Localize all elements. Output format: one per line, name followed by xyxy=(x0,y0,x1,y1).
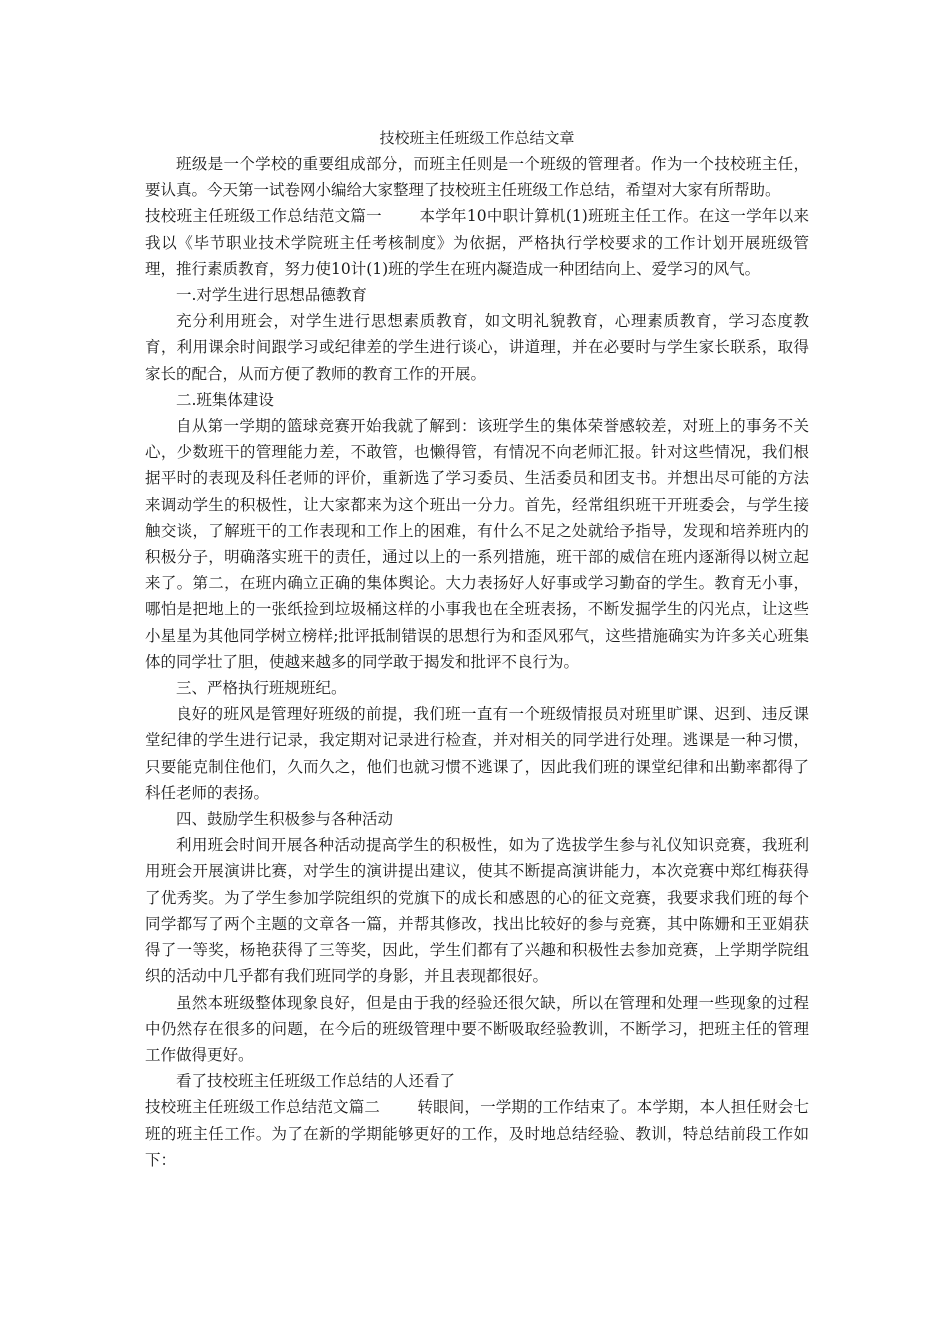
see-also-line: 看了技校班主任班级工作总结的人还看了 xyxy=(176,1072,456,1091)
article2-paragraph xyxy=(145,1094,809,1173)
section1-body: 充分利用班会，对学生进行思想素质教育，如文明礼貌教育，心理素质教育，学习态度教育，利用课余时间跟学习或纪律差的学生进行谈心，讲道理，并在必要时与学生家长联系，取得家长的配合，从而方便了教师的教育工作的开展。 xyxy=(145,312,809,383)
section4-heading: 四、鼓励学生积极参与各种活动 xyxy=(176,810,394,829)
article2-intro: 转眼间，一学期的工作结束了。本学期，本人担任财会七班的班主任工作。为了在新的学期能够更好的工作，及时地总结经验、教训，特总结前段工作如下： xyxy=(145,1098,809,1169)
section4-body: 利用班会时间开展各种活动提高学生的积极性，如为了选拔学生参与礼仪知识竞赛，我班利用班会开展演讲比赛，对学生的演讲提出建议，使其不断提高演讲能力，本次竞赛中郑红梅获得了优秀奖。为了学生参加学院组织的党旗下的成长和感恩的心的征文竞赛，我要求我们班的每个同学都写了两个主题的文章各一篇，并帮其修改，找出比较好的参与竞赛，其中陈姗和王亚娟获得了一等奖，杨艳获得了三等奖，因此，学生们都有了兴趣和积极性去参加竞赛，上学期学院组织的活动中几乎都有我们班同学的身影，并且表现都很好。 xyxy=(145,836,809,986)
article1-label: 技校班主任班级工作总结范文篇一 xyxy=(145,207,382,226)
intro-paragraph: 班级是一个学校的重要组成部分，而班主任则是一个班级的管理者。作为一个技校班主任，要认真。今天第一试卷网小编给大家整理了技校班主任班级工作总结，希望对大家有所帮助。 xyxy=(145,155,809,200)
section2-heading: 二.班集体建设 xyxy=(176,390,274,409)
section1-heading: 一.对学生进行思想品德教育 xyxy=(176,286,367,305)
section3-heading: 三、严格执行班规班纪。 xyxy=(176,679,347,698)
conclusion-paragraph: 虽然本班级整体现象良好，但是由于我的经验还很欠缺，所以在管理和处理一些现象的过程中仍然存在很多的问题，在今后的班级管理中要不断吸取经验教训，不断学习，把班主任的管理工作做得更好。 xyxy=(145,993,809,1064)
article2-label: 技校班主任班级工作总结范文篇二 xyxy=(145,1098,381,1117)
article1-intro: 本学年10中职计算机(1)班班主任工作。在这一学年以来我以《毕节职业技术学院班主任考核制度》为依据，严格执行学校要求的工作计划开展班级管理，推行素质教育，努力使10计(1)班的学生在班内凝造成一种团结向上、爱学习的风气。 xyxy=(145,207,809,278)
document-page xyxy=(145,125,809,1173)
article1-paragraph xyxy=(145,203,809,282)
section3-body: 良好的班风是管理好班级的前提，我们班一直有一个班级情报员对班里旷课、迟到、违反课堂纪律的学生进行记录，我定期对记录进行检查，并对相关的同学进行处理。逃课是一种习惯，只要能克制住他们，久而久之，他们也就习惯不逃课了，因此我们班的课堂纪律和出勤率都得了科任老师的表扬。 xyxy=(145,705,809,802)
page-title: 技校班主任班级工作总结文章 xyxy=(379,129,575,147)
section2-body: 自从第一学期的篮球竞赛开始我就了解到：该班学生的集体荣誉感较差，对班上的事务不关心，少数班干的管理能力差，不敢管，也懒得管，有情况不向老师汇报。针对这些情况，我们根据平时的表现及科任老师的评价，重新选了学习委员、生活委员和团支书。并想出尽可能的方法来调动学生的积极性，让大家都来为这个班出一分力。首先，经常组织班干开班委会，与学生接触交谈，了解班干的工作表现和工作上的困难，有什么不足之处就给予指导，发现和培养班内的积极分子，明确落实班干的责任，通过以上的一系列措施，班干部的威信在班内逐渐得以树立起来了。第二，在班内确立正确的集体舆论。大力表扬好人好事或学习勤奋的学生。教育无小事，哪怕是把地上的一张纸捡到垃圾桶这样的小事我也在全班表扬，不断发掘学生的闪光点，让这些小星星为其他同学树立榜样;批评抵制错误的思想行为和歪风邪气，这些措施确实为许多关心班集体的同学壮了胆，使越来越多的同学敢于揭发和批评不良行为。 xyxy=(145,417,809,671)
